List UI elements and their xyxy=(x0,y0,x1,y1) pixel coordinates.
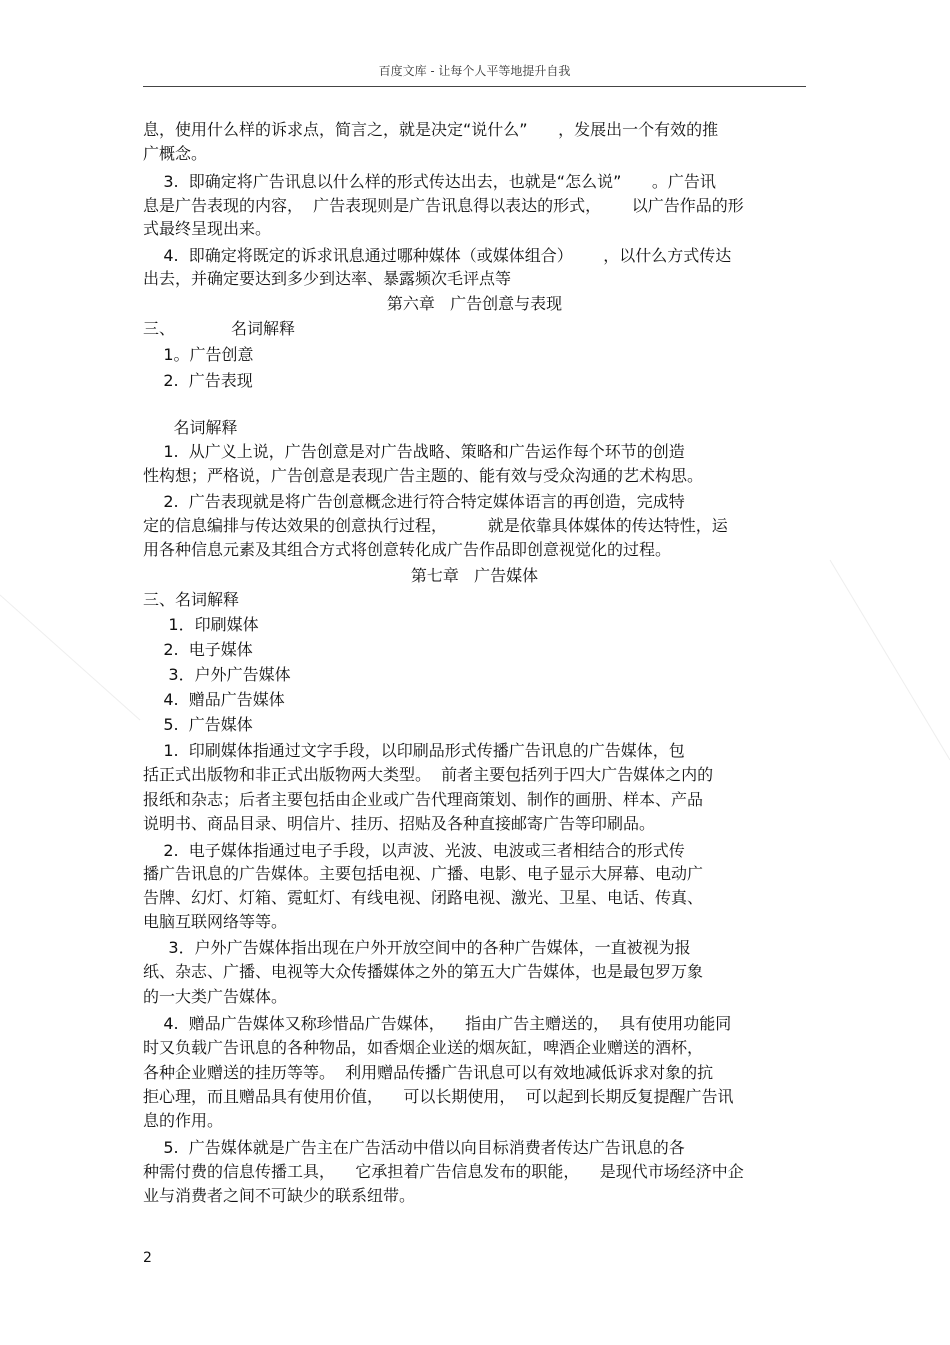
text-line: 的一大类广告媒体。 xyxy=(143,987,288,1006)
text-line: 种需付费的信息传播工具， 它承担着广告信息发布的职能， 是现代市场经济中企 xyxy=(143,1162,744,1181)
text-line: 1．印刷媒体 xyxy=(143,615,259,634)
text-line: 告牌、幻灯、灯箱、霓虹灯、有线电视、闭路电视、激光、卫星、电话、传真、 xyxy=(143,888,704,907)
text-line: 出去，并确定要达到多少到达率、暴露频次毛评点等 xyxy=(143,269,512,288)
text-line: 拒心理，而且赠品具有使用价值， 可以长期使用， 可以起到长期反复提醒广告讯 xyxy=(143,1087,734,1106)
text-line: 电脑互联网络等等。 xyxy=(143,912,288,931)
text-line: 3．户外广告媒体指出现在户外开放空间中的各种广告媒体，一直被视为报 xyxy=(143,938,691,957)
text-line: 4. 即确定将既定的诉求讯息通过哪种媒体（或媒体组合） ，以什么方式传达 xyxy=(143,246,732,265)
text-line: 息是广告表现的内容， 广告表现则是广告讯息得以表达的形式， 以广告作品的形 xyxy=(143,196,744,215)
chapter-heading: 第七章 广告媒体 xyxy=(410,566,539,585)
text-line: 播广告讯息的广告媒体。主要包括电视、广播、电影、电子显示大屏幕、电动广 xyxy=(143,864,704,883)
text-line: 三、名词解释 xyxy=(143,590,240,609)
text-line: 用各种信息元素及其组合方式将创意转化成广告作品即创意视觉化的过程。 xyxy=(143,540,672,559)
text-line: 各种企业赠送的挂历等等。 利用赠品传播广告讯息可以有效地减低诉求对象的抗 xyxy=(143,1063,714,1082)
text-line: 2. 广告表现就是将广告创意概念进行符合特定媒体语言的再创造，完成特 xyxy=(143,492,685,511)
text-line: 三、 名词解释 xyxy=(143,319,295,338)
text-line: 报纸和杂志；后者主要包括由企业或广告代理商策划、制作的画册、样本、产品 xyxy=(143,790,704,809)
text-line: 性构想；严格说，广告创意是表现广告主题的、能有效与受众沟通的艺术构思。 xyxy=(143,466,704,485)
text-line: 时又负载广告讯息的各种物品，如香烟企业送的烟灰缸，啤酒企业赠送的酒杯， xyxy=(143,1038,704,1057)
header-divider xyxy=(143,86,806,87)
text-line: 2. 电子媒体 xyxy=(143,640,253,659)
text-line: 名词解释 xyxy=(143,418,238,437)
page-header: 百度文库 - 让每个人平等地提升自我 xyxy=(378,64,571,78)
text-line: 息的作用。 xyxy=(143,1111,224,1130)
text-line: 括正式出版物和非正式出版物两大类型。 前者主要包括列于四大广告媒体之内的 xyxy=(143,765,714,784)
text-line: 4. 赠品广告媒体又称珍惜品广告媒体， 指由广告主赠送的， 具有使用功能同 xyxy=(143,1014,732,1033)
text-line: 3. 即确定将广告讯息以什么样的形式传达出去，也就是“怎么说” 。广告讯 xyxy=(143,172,716,191)
text-line: 5. 广告媒体就是广告主在广告活动中借以向目标消费者传达广告讯息的各 xyxy=(143,1138,685,1157)
text-line: 广概念。 xyxy=(143,144,208,163)
text-line: 息，使用什么样的诉求点，简言之，就是决定“说什么” ，发展出一个有效的推 xyxy=(143,120,719,139)
text-line: 定的信息编排与传达效果的创意执行过程， 就是依靠具体媒体的传达特性，运 xyxy=(143,516,728,535)
text-line: 4. 赠品广告媒体 xyxy=(143,690,285,709)
text-line: 1。广告创意 xyxy=(143,345,254,364)
text-line: 式最终呈现出来。 xyxy=(143,219,272,238)
text-line: 2. 广告表现 xyxy=(143,371,253,390)
text-line: 2. 电子媒体指通过电子手段，以声波、光波、电波或三者相结合的形式传 xyxy=(143,841,685,860)
text-line: 5. 广告媒体 xyxy=(143,715,253,734)
text-line: 1. 印刷媒体指通过文字手段，以印刷品形式传播广告讯息的广告媒体，包 xyxy=(143,741,685,760)
text-line: 纸、杂志、广播、电视等大众传播媒体之外的第五大广告媒体，也是最包罗万象 xyxy=(143,962,704,981)
text-line: 说明书、商品目录、明信片、挂历、招贴及各种直接邮寄广告等印刷品。 xyxy=(143,814,656,833)
chapter-heading: 第六章 广告创意与表现 xyxy=(386,294,563,313)
text-line: 1. 从广义上说，广告创意是对广告战略、策略和广告运作每个环节的创造 xyxy=(143,442,685,461)
text-line: 3．户外广告媒体 xyxy=(143,665,291,684)
page-number: 2 xyxy=(143,1250,152,1266)
text-line: 业与消费者之间不可缺少的联系纽带。 xyxy=(143,1186,416,1205)
